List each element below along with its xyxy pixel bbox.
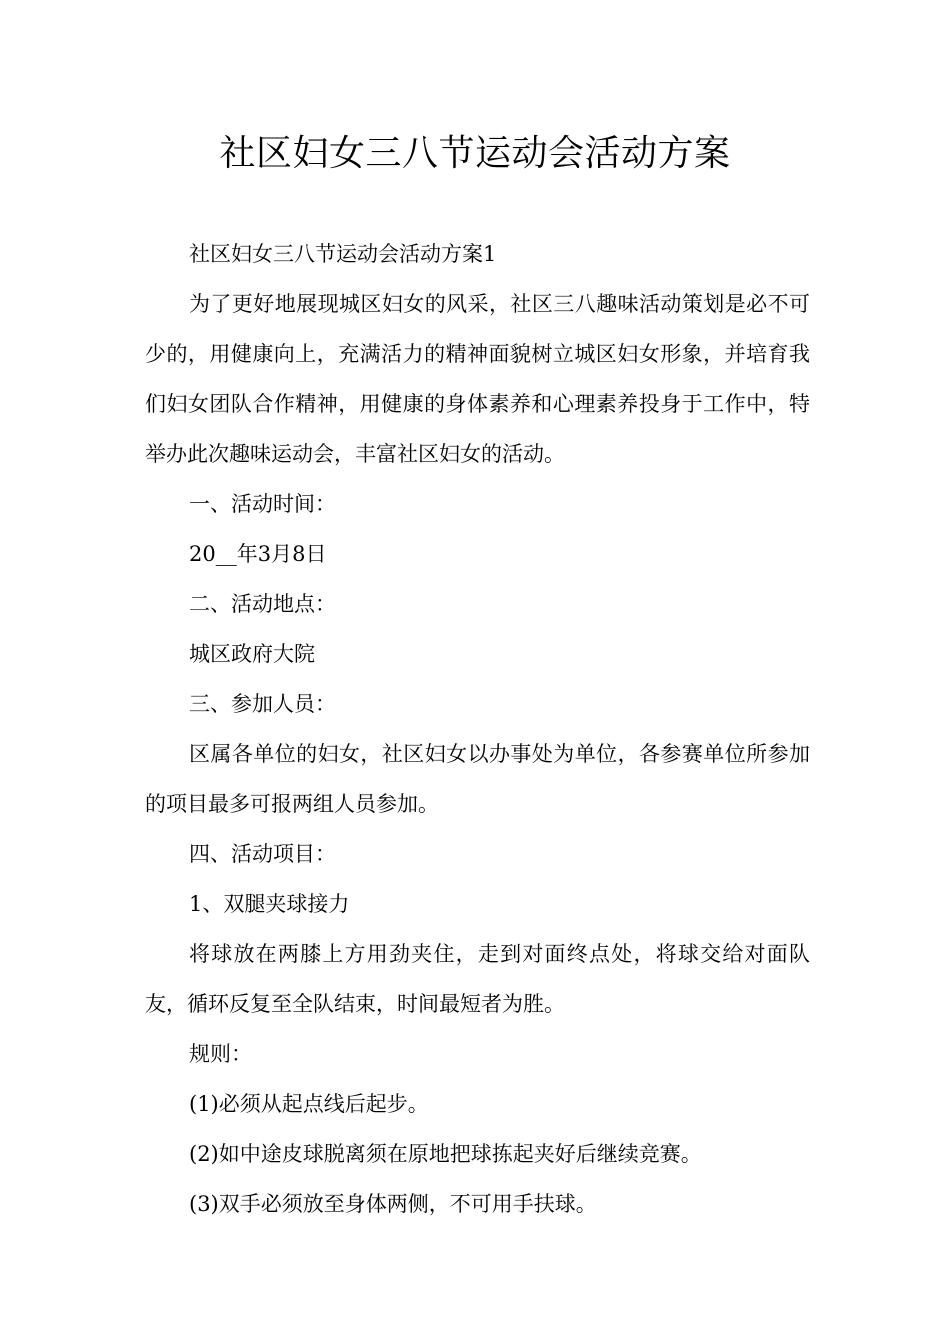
rule-item-2: (2)如中途皮球脱离须在原地把球拣起夹好后继续竞赛。 [189,1142,702,1166]
item-description-leg-ball-relay: 将球放在两膝上方用劲夹住，走到对面终点处，将球交给对面队友，循环反复至全队结束，时间最短者为胜。 [145,942,810,1016]
paragraph-intro: 为了更好地展现城区妇女的风采，社区三八趣味活动策划是必不可少的，用健康向上，充满活力的精神面貌树立城区妇女形象，并培育我们妇女团队合作精神，用健康的身体素养和心理素养投身于工作中，特举办此次趣味运动会，丰富社区妇女的活动。 [145,292,810,466]
activity-location: 城区政府大院 [189,642,315,666]
heading-rules: 规则： [189,1042,252,1066]
heading-participants: 三、参加人员： [189,692,336,716]
paragraph-subtitle: 社区妇女三八节运动会活动方案1 [189,242,497,266]
heading-activity-location: 二、活动地点： [189,592,336,616]
participants-description: 区属各单位的妇女，社区妇女以办事处为单位，各参赛单位所参加的项目最多可报两组人员参加。 [145,742,810,816]
heading-activity-time: 一、活动时间： [189,492,336,516]
heading-activity-items: 四、活动项目： [189,842,336,866]
activity-date: 20__年3月8日 [189,542,327,566]
document-title: 社区妇女三八节运动会活动方案 [219,133,731,174]
rule-item-1: (1)必须从起点线后起步。 [189,1092,429,1116]
item-title-leg-ball-relay: 1、双腿夹球接力 [189,892,350,916]
document-body [145,229,810,1229]
rule-item-3: (3)双手必须放至身体两侧，不可用手扶球。 [189,1192,597,1216]
